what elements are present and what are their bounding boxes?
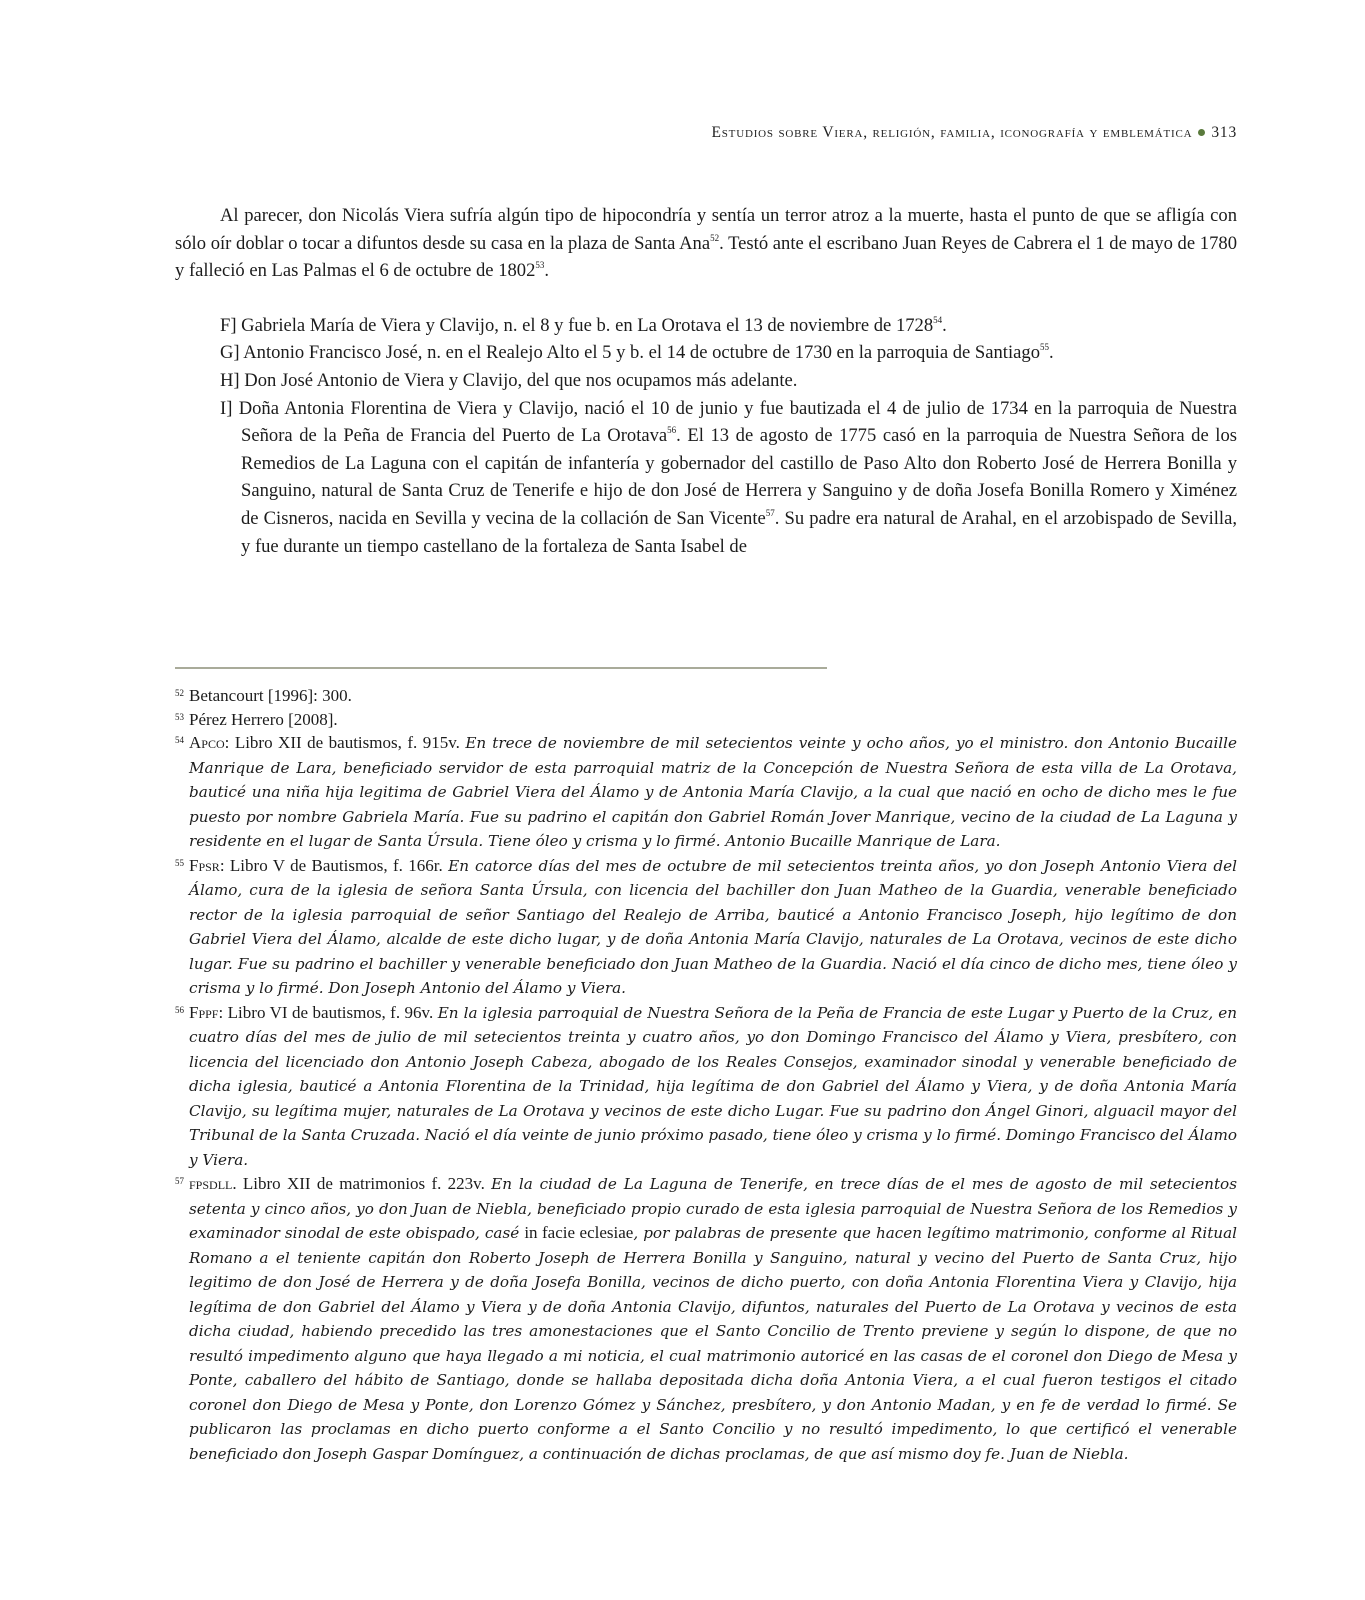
- footnote-ref[interactable]: 55: [1040, 342, 1049, 353]
- footnote: 52 Betancourt [1996]: 300.: [175, 684, 1237, 708]
- quoted-record: , por palabras de presente que hacen legítimo matrimonio, conforme al Ritual Romano a el teniente capitán don Roberto Joseph de Herrera Bonilla y Sanguino, natural y vecino del Puerto de Santa Cruz, hijo legitimo de don José de Herrera y de doña Josefa Bonilla, vecinos de dicho puerto, con doña Antonia Florentina Viera y Clavijo, hija legítima de don Gabriel del Álamo y Viera y de doña Antonia Clavijo, difuntos, naturales del Puerto de La Orotava y vecinos de esta dicha ciudad, habiendo precedido las tres amonestaciones que el Santo Concilio de Trento previene y según lo dispone, de que no resultó impedimento alguno que haya llegado a mi noticia, el cual matrimonio autoricé en las casas de el coronel don Diego de Mesa y Ponte, caballero del hábito de Santiago, donde se hallaba depositada dicha doña Antonia Viera, a el cual fueron testigos el citado coronel don Diego de Mesa y Ponte, don Lorenzo Gómez y Sánchez, presbítero, y don Antonio Madan, y en fe de verdad lo firmé. Se publicaron las proclamas en dicho puerto conforme a el Santo Concilio y no resultó impedimento, lo que certificó el venerable beneficiado don Joseph Gaspar Domínguez, a continuación de dichas proclamas, de que así mismo doy fe. Juan de Niebla.: [189, 1224, 1237, 1463]
- latin-phrase: in facie eclesiae: [524, 1223, 634, 1242]
- genealogy-list: [175, 312, 1237, 560]
- archive-abbrev: Fppf: [189, 1002, 219, 1022]
- footnote-number: 56: [175, 1004, 184, 1015]
- footnote: 55 Fpsr: Libro V de Bautismos, f. 166r. En catorce días del mes de octubre de mil setecientos treinta años, yo don Joseph Antonio Viera del Álamo, cura de la iglesia de señora Santa Úrsula, con licencia del bachiller don Juan Matheo de la Guardia, venerable beneficiado rector de la iglesia parroquial de señor Santiago del Realejo de Arriba, bauticé a Antonio Francisco Joseph, hijo legítimo de don Gabriel Viera del Álamo, alcalde de este dicho lugar, y de doña Antonia María Clavijo, naturales de La Orotava, vecinos de este dicho lugar. Fue su padrino el bachiller y venerable beneficiado don Juan Matheo de la Guardia. Nació el día cinco de dicho mes, tiene óleo y crisma y lo firmé. Don Joseph Antonio del Álamo y Viera.: [175, 854, 1237, 1001]
- page-number: 313: [1211, 124, 1237, 141]
- footnote-divider: [175, 667, 827, 669]
- running-header: [175, 124, 1237, 142]
- list-item: H] Don José Antonio de Viera y Clavijo, del que nos ocupamos más adelante.: [220, 369, 798, 391]
- bullet-icon: [1198, 129, 1205, 136]
- footnote-number: 54: [175, 735, 184, 745]
- paragraph: Al parecer, don Nicolás Viera sufría algún tipo de hipocondría y sentía un terror atroz a la muerte, hasta el punto de que se afligía con sólo oír doblar o tocar a difuntos desde su casa en la plaza de Santa Ana$^{52}$. Testó ante el escribano Juan Reyes de Cabrera el 1 de mayo de 1780 y falleció en Las Palmas el 6 de octubre de 1802$^{53}$.: [175, 205, 1237, 282]
- quoted-record: En la iglesia parroquial de Nuestra Señora de la Peña de Francia de este Lugar y Puerto de la Cruz, en cuatro días del mes de julio de mil setecientos treinta y cuatro años, yo don Domingo Francisco del Álamo y Viera, presbítero, con licencia del licenciado don Antonio Joseph Cabeza, abogado de los Reales Consejos, examinador sinodal y venerable beneficiado de dicha iglesia, bauticé a Antonia Florentina de la Trinidad, hija legítima de don Gabriel del Álamo y Viera, y de doña Antonia María Clavijo, su legítima mujer, naturales de La Orotava y vecinos de este dicho Lugar. Fue su padrino don Ángel Ginori, alguacil mayor del Tribunal de la Santa Cruzada. Nació el día veinte de junio próximo pasado, tiene óleo y crisma y lo firmé. Domingo Francisco del Álamo y Viera.: [189, 1003, 1238, 1169]
- running-title: Estudios sobre Viera, religión, familia, iconografía y emblemática: [711, 124, 1193, 141]
- list-item: G] Antonio Francisco José, n. en el Realejo Alto el 5 y b. el 14 de octubre de 1730 en la parroquia de Santiago$^{55}$.: [220, 342, 1054, 364]
- archive-abbrev: Apco: [189, 733, 225, 752]
- footnote: 53 Pérez Herrero [2008].: [175, 708, 1237, 732]
- list-item: F] Gabriela María de Viera y Clavijo, n. el 8 y fue b. en La Orotava el 13 de noviembre de 1728$^{54}$.: [220, 314, 947, 336]
- footnote-ref[interactable]: 56: [667, 425, 677, 436]
- footnote: 54 Apco: Libro XII de bautismos, f. 915v. En trece de noviembre de mil setecientos veinte y ocho años, yo el ministro. don Antonio Bucaille Manrique de Lara, beneficiado servidor de esta parroquial matriz de la Concepción de Nuestra Señora de esta villa de La Orotava, bauticé una niña hija legitima de Gabriel Viera del Álamo y de Antonia María Clavijo, a la cual que nació en ocho de dicho mes le fue puesto por nombre Gabriela María. Fue su padrino el capitán don Gabriel Román Jover Manrique, vecino de la ciudad de La Laguna y residente en el lugar de Santa Úrsula. Tiene óleo y crisma y lo firmé. Antonio Bucaille Manrique de Lara.: [175, 731, 1237, 854]
- footnote-number: 52: [175, 688, 184, 698]
- footnote-number: 57: [175, 1176, 184, 1186]
- footnote: 56 Fppf: Libro VI de bautismos, f. 96v. En la iglesia parroquial de Nuestra Señora de la Peña de Francia de este Lugar y Puerto de la Cruz, en cuatro días del mes de julio de mil setecientos treinta y cuatro años, yo don Domingo Francisco del Álamo y Viera, presbítero, con licencia del licenciado don Antonio Joseph Cabeza, abogado de los Reales Consejos, examinador sinodal y venerable beneficiado de dicha iglesia, bauticé a Antonia Florentina de la Trinidad, hija legítima de don Gabriel del Álamo y Viera, y de doña Antonia María Clavijo, su legítima mujer, naturales de La Orotava y vecinos de este dicho Lugar. Fue su padrino don Ángel Ginori, alguacil mayor del Tribunal de la Santa Cruzada. Nació el día veinte de junio próximo pasado, tiene óleo y crisma y lo firmé. Domingo Francisco del Álamo y Viera.: [175, 1001, 1237, 1173]
- footnote-ref[interactable]: 57: [765, 507, 775, 518]
- footnote-ref[interactable]: 54: [933, 314, 943, 325]
- footnote-ref[interactable]: 52: [710, 232, 720, 243]
- archive-abbrev: fpsdll: [189, 1174, 233, 1193]
- quoted-record: En la ciudad de La Laguna de Tenerife, en trece días de el mes de agosto de mil setecientos setenta y cinco años, yo don Juan de Niebla, beneficiado propio curado de esta iglesia parroquial de Nuestra Señora de los Remedios y examinador sinodal de este obispado, casé: [189, 1175, 1237, 1242]
- main-text: [175, 202, 1237, 560]
- footnote-ref[interactable]: 53: [535, 260, 545, 271]
- footnote: 57 fpsdll. Libro XII de matrimonios f. 223v. En la ciudad de La Laguna de Tenerife, en trece días de el mes de agosto de mil setecientos setenta y cinco años, yo don Juan de Niebla, beneficiado propio curado de esta iglesia parroquial de Nuestra Señora de los Remedios y examinador sinodal de este obispado, casé in facie eclesiae, por palabras de presente que hacen legítimo matrimonio, conforme al Ritual Romano a el teniente capitán don Roberto Joseph de Herrera Bonilla y Sanguino, natural y vecino del Puerto de Santa Cruz, hijo legitimo de don José de Herrera y de doña Josefa Bonilla, vecinos de dicho puerto, con doña Antonia Florentina Viera y Clavijo, hija legítima de don Gabriel del Álamo y Viera y de doña Antonia Clavijo, difuntos, naturales del Puerto de La Orotava y vecinos de esta dicha ciudad, habiendo precedido las tres amonestaciones que el Santo Concilio de Trento previene y según lo dispone, de que no resultó impedimento alguno que haya llegado a mi noticia, el cual matrimonio autoricé en las casas de el coronel don Diego de Mesa y Ponte, caballero del hábito de Santiago, donde se hallaba depositada dicha doña Antonia Viera, a el cual fueron testigos el citado coronel don Diego de Mesa y Ponte, don Lorenzo Gómez y Sánchez, presbítero, y don Antonio Madan, y en fe de verdad lo firmé. Se publicaron las proclamas en dicho puerto conforme a el Santo Concilio y no resultó impedimento, lo que certificó el venerable beneficiado don Joseph Gaspar Domínguez, a continuación de dichas proclamas, de que así mismo doy fe. Juan de Niebla.: [175, 1172, 1237, 1466]
- archive-abbrev: Fpsr: [189, 855, 220, 875]
- quoted-record: En catorce días del mes de octubre de mil setecientos treinta años, yo don Joseph Antonio Viera del Álamo, cura de la iglesia de señora Santa Úrsula, con licencia del bachiller don Juan Matheo de la Guardia, venerable beneficiado rector de la iglesia parroquial de señor Santiago del Realejo de Arriba, bauticé a Antonio Francisco Joseph, hijo legítimo de don Gabriel Viera del Álamo, alcalde de este dicho lugar, y de doña Antonia María Clavijo, naturales de La Orotava, vecinos de este dicho lugar. Fue su padrino el bachiller y venerable beneficiado don Juan Matheo de la Guardia. Nació el día cinco de dicho mes, tiene óleo y crisma y lo firmé. Don Joseph Antonio del Álamo y Viera.: [189, 856, 1238, 997]
- list-item: I] Doña Antonia Florentina de Viera y Clavijo, nació el 10 de junio y fue bautizada el 4 de julio de 1734 en la parroquia de Nuestra Señora de la Peña de Francia del Puerto de La Orotava$^{56}$. El 13 de agosto de 1775 casó en la parroquia de Nuestra Señora de los Remedios de La Laguna con el capitán de infantería y gobernador del castillo de Paso Alto don Roberto José de Herrera Bonilla y Sanguino, natural de Santa Cruz de Tenerife e hijo de don José de Herrera y Sanguino y de doña Josefa Bonilla Romero y Ximénez de Cisneros, nacida en Sevilla y vecina de la collación de San Vicente$^{57}$. Su padre era natural de Arahal, en el arzobispado de Sevilla, y fue durante un tiempo castellano de la fortaleza de Santa Isabel de: [220, 397, 1237, 557]
- footnote-number: 53: [175, 711, 184, 722]
- footnote-number: 55: [175, 857, 184, 868]
- footnotes: [175, 684, 1237, 1466]
- quoted-record: En trece de noviembre de mil setecientos veinte y ocho años, yo el ministro. don Antonio Bucaille Manrique de Lara, beneficiado servidor de esta parroquial matriz de la Concepción de Nuestra Señora de esta villa de La Orotava, bauticé una niña hija legitima de Gabriel Viera del Álamo y de Antonia María Clavijo, a la cual que nació en ocho de dicho mes le fue puesto por nombre Gabriela María. Fue su padrino el capitán don Gabriel Román Jover Manrique, vecino de la ciudad de La Laguna y residente en el lugar de Santa Úrsula. Tiene óleo y crisma y lo firmé. Antonio Bucaille Manrique de Lara.: [189, 734, 1238, 850]
